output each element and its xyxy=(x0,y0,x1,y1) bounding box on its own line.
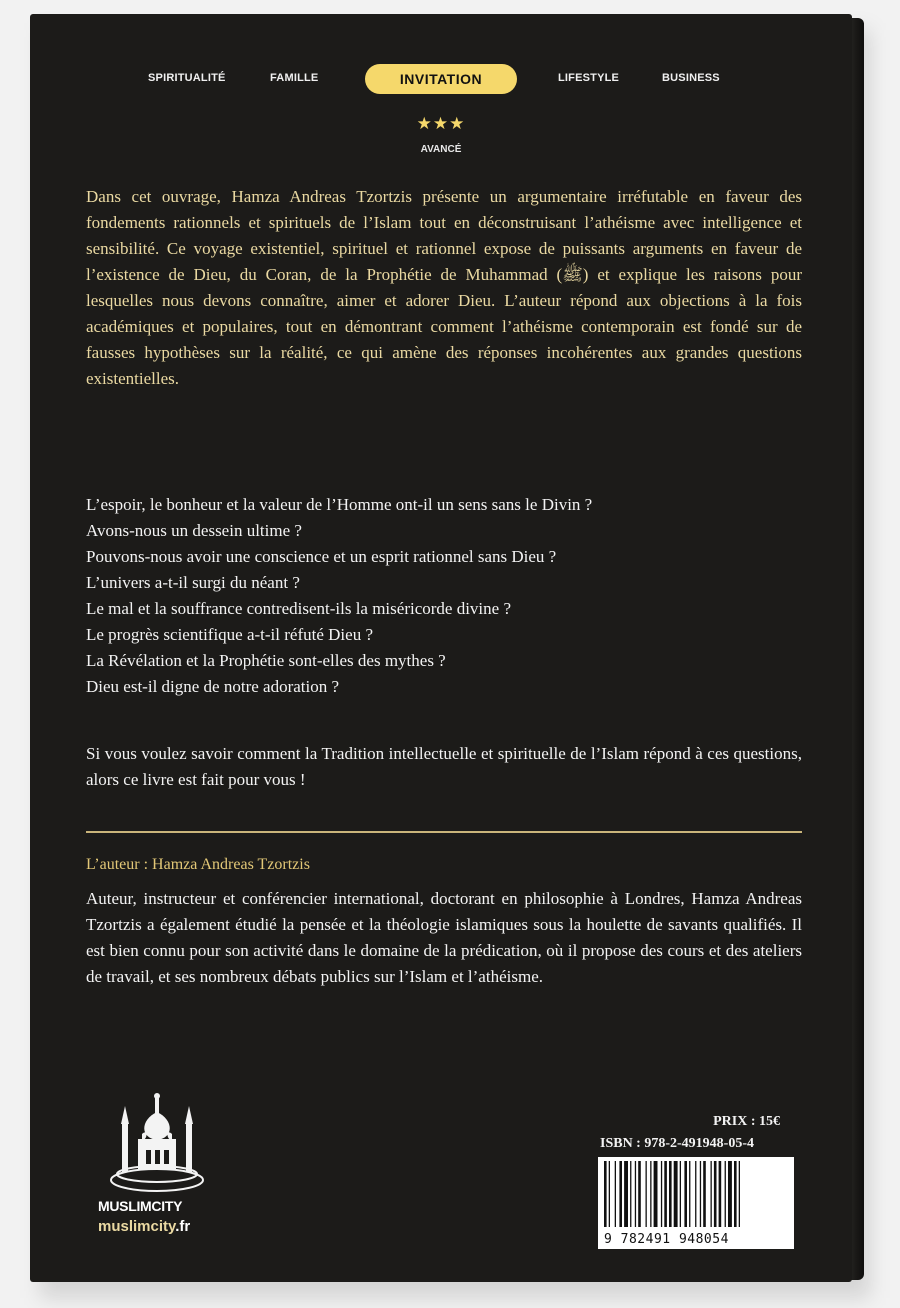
intro-paragraph: Dans cet ouvrage, Hamza Andreas Tzortzis présente un argumentaire irréfutable en faveur des fondements rationnels et spirituels de l’Islam tout en déconstruisant l’athéisme avec intelligence et sensibilité. Ce voyage existentiel, spirituel et rationnel expose de puissants arguments en faveur de l’existence de Dieu, du Coran, de la Prophétie de Muhammad (ﷺ) et explique les raisons pour lesquelles nous devons connaître, aimer et adorer Dieu. L’auteur répond aux objections à la fois académiques et populaires, tout en démontrant comment l’athéisme contemporain est fondé sur de fausses hypothèses sur la réalité, ce qui amène des réponses incohérentes aux grandes questions existentielles. xyxy=(86,187,802,388)
question-item: L’univers a-t-il surgi du néant ? xyxy=(86,573,300,592)
nav-item-invitation-active: INVITATION xyxy=(365,64,517,94)
publisher-name: MUSLIMCITY xyxy=(98,1198,183,1214)
nav-item-famille: FAMILLE xyxy=(270,72,319,84)
closing-paragraph: Si vous voulez savoir comment la Tradition intellectuelle et spirituelle de l’Islam répond à ces questions, alors ce livre est fait pour vous ! xyxy=(86,744,802,789)
publisher-logo-icon xyxy=(102,1084,212,1201)
barcode-digits: 9 782491 948054 xyxy=(604,1232,729,1247)
nav-item-business: BUSINESS xyxy=(662,72,720,84)
nav-item-spiritualite: SPIRITUALITÉ xyxy=(148,72,226,84)
price-label: PRIX : 15€ xyxy=(713,1114,780,1129)
publisher-url-main: muslimcity xyxy=(98,1218,176,1235)
category-nav xyxy=(30,64,852,96)
question-item: L’espoir, le bonheur et la valeur de l’Homme ont-il un sens sans le Divin ? xyxy=(86,495,593,514)
difficulty-stars-icon: ★★★ xyxy=(416,114,466,134)
question-item: La Révélation et la Prophétie sont-elles des mythes ? xyxy=(86,651,446,670)
nav-item-lifestyle: LIFESTYLE xyxy=(558,72,620,84)
questions-list xyxy=(86,492,802,700)
question-item: Le mal et la souffrance contredisent-ils la miséricorde divine ? xyxy=(86,599,511,618)
question-item: Le progrès scientifique a-t-il réfuté Dieu ? xyxy=(86,625,373,644)
question-item: Avons-nous un dessein ultime ? xyxy=(86,521,302,540)
book-back-cover xyxy=(30,14,852,1282)
publisher-url xyxy=(98,1218,238,1235)
question-item: Dieu est-il digne de notre adoration ? xyxy=(86,677,340,696)
barcode-bars-icon xyxy=(598,1161,794,1231)
barcode xyxy=(598,1157,794,1249)
author-bio: Auteur, instructeur et conférencier international, doctorant en philosophie à Londres, Hamza Andreas Tzortzis a également étudié la pensée et la théologie islamiques sous la houlette de savants qualifiés. Il est bien connu pour son activité dans le domaine de la prédication, où il propose des cours et des ateliers de travail, et ses nombreux débats publics sur l’Islam et l’athéisme. xyxy=(86,889,802,986)
question-item: Pouvons-nous avoir une conscience et un esprit rationnel sans Dieu ? xyxy=(86,547,557,566)
publisher-url-tld: .fr xyxy=(175,1218,191,1235)
divider xyxy=(86,831,802,833)
author-heading: L’auteur : Hamza Andreas Tzortzis xyxy=(86,856,310,873)
difficulty-label: AVANCÉ xyxy=(420,144,462,155)
isbn-label: ISBN : 978-2-491948-05-4 xyxy=(600,1136,754,1151)
